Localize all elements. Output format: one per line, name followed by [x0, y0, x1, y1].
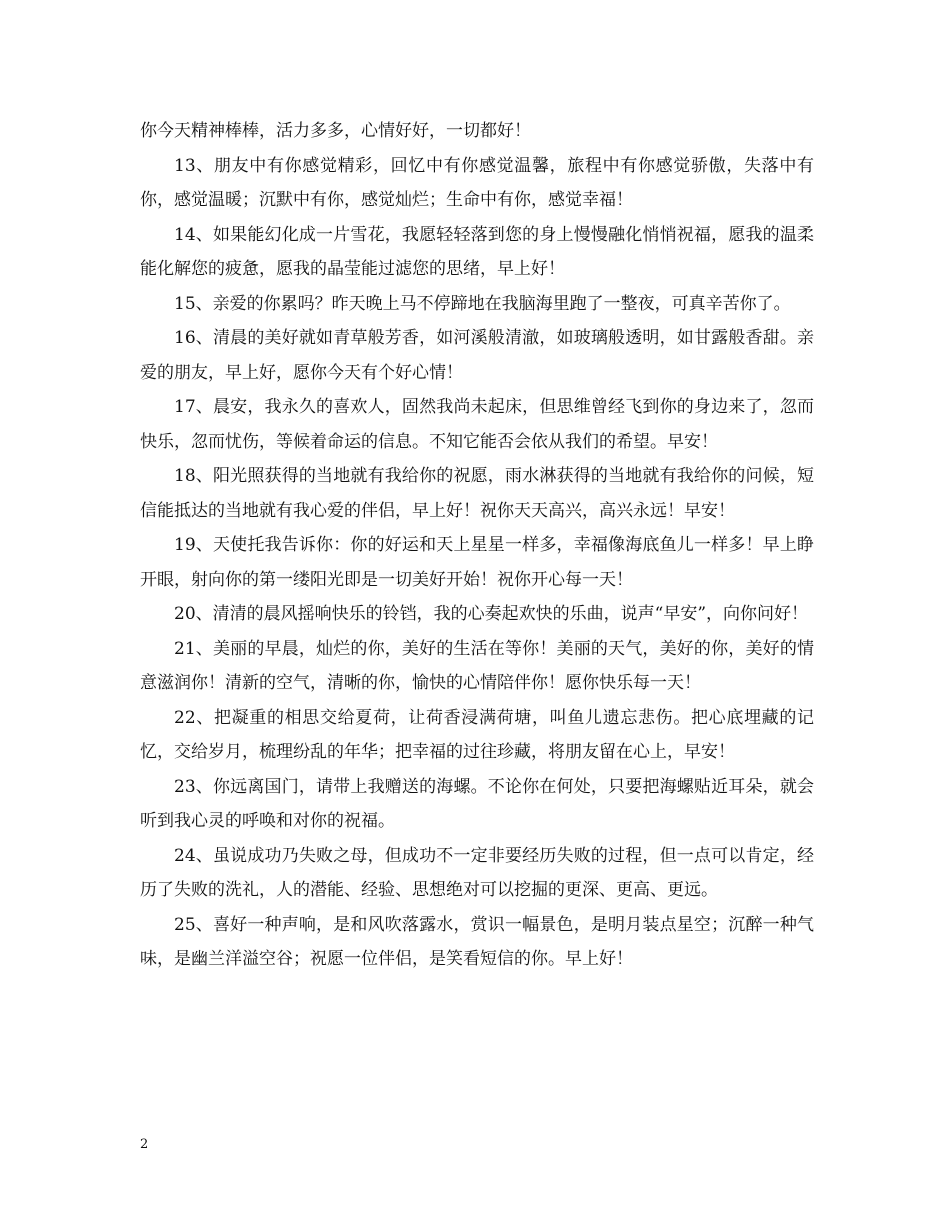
paragraph-17: 17、晨安，我永久的喜欢人，固然我尚未起床，但思维曾经飞到你的身边来了，忽而快乐，忽而忧伤，等候着命运的信息。不知它能否会依从我们的希望。早安！ — [140, 397, 814, 452]
paragraph-25: 25、喜好一种声响，是和风吹落露水，赏识一幅景色，是明月装点星空；沉醉一种气味，是幽兰洋溢空谷；祝愿一位伴侣，是笑看短信的你。早上好！ — [140, 914, 814, 969]
paragraph-15: 15、亲爱的你累吗？昨天晚上马不停蹄地在我脑海里跑了一整夜，可真辛苦你了。 — [174, 293, 791, 314]
paragraph-16: 16、清晨的美好就如青草般芳香，如河溪般清澈，如玻璃般透明，如甘露般香甜。亲爱的朋友，早上好，愿你今天有个好心情！ — [140, 328, 814, 383]
paragraph-24: 24、虽说成功乃失败之母，但成功不一定非要经历失败的过程，但一点可以肯定，经历了失败的洗礼，人的潜能、经验、思想绝对可以挖掘的更深、更高、更远。 — [140, 845, 814, 900]
paragraph-19: 19、天使托我告诉你：你的好运和天上星星一样多，幸福像海底鱼儿一样多！早上睁开眼，射向你的第一缕阳光即是一切美好开始！祝你开心每一天！ — [140, 535, 814, 590]
paragraph-14: 14、如果能幻化成一片雪花，我愿轻轻落到您的身上慢慢融化悄悄祝福，愿我的温柔能化解您的疲惫，愿我的晶莹能过滤您的思绪，早上好！ — [140, 224, 814, 279]
page-number: 2 — [140, 1137, 149, 1152]
paragraph-18: 18、阳光照获得的当地就有我给你的祝愿，雨水淋获得的当地就有我给你的问候，短信能抵达的当地就有我心爱的伴侣，早上好！祝你天天高兴，高兴永远！早安！ — [140, 466, 814, 521]
paragraph-23: 23、你远离国门，请带上我赠送的海螺。不论你在何处，只要把海螺贴近耳朵，就会听到我心灵的呼唤和对你的祝福。 — [140, 776, 814, 831]
paragraph-21: 21、美丽的早晨，灿烂的你，美好的生活在等你！美丽的天气，美好的你，美好的情意滋润你！清新的空气，清晰的你，愉快的心情陪伴你！愿你快乐每一天！ — [140, 638, 814, 693]
paragraph-22: 22、把凝重的相思交给夏荷，让荷香浸满荷塘，叫鱼儿遗忘悲伤。把心底埋藏的记忆，交给岁月，梳理纷乱的年华；把幸福的过往珍藏，将朋友留在心上，早安！ — [140, 707, 814, 762]
paragraph-20: 20、清清的晨风摇响快乐的铃铛，我的心奏起欢快的乐曲，说声“早安”，向你问好！ — [174, 604, 809, 624]
paragraph-continued: 你今天精神棒棒，活力多多，心情好好，一切都好！ — [140, 121, 531, 141]
document-body — [140, 114, 814, 977]
paragraph-13: 13、朋友中有你感觉精彩，回忆中有你感觉温馨，旅程中有你感觉骄傲，失落中有你，感觉温暖；沉默中有你，感觉灿烂；生命中有你，感觉幸福！ — [140, 155, 814, 210]
